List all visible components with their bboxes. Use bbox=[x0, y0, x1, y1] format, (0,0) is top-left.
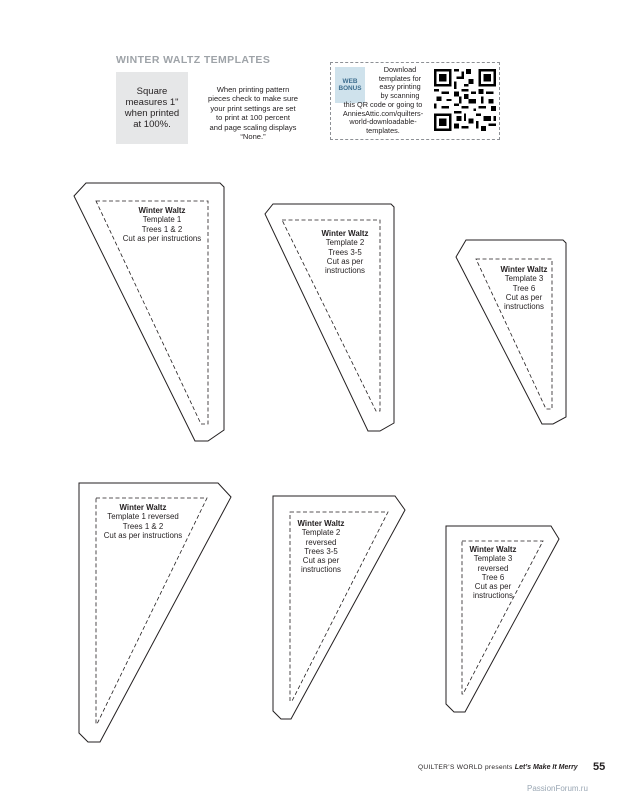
footer-credit bbox=[418, 764, 578, 771]
template-line: instructions bbox=[473, 591, 513, 601]
footer-issue: Let’s Make It Merry bbox=[514, 764, 578, 771]
template-3-reversed-label bbox=[462, 545, 524, 601]
web-bonus-line: AnniesAttic.com/quilters- bbox=[342, 108, 424, 118]
print-note-line: and page scaling displays bbox=[209, 122, 297, 132]
template-line: instructions bbox=[325, 266, 365, 276]
footer-magazine: QUILTER’S WORLD presents bbox=[418, 764, 513, 771]
template-line: Template 1 bbox=[142, 215, 182, 225]
template-line: reversed bbox=[477, 563, 509, 573]
template-line: Cut as per instructions bbox=[122, 233, 202, 243]
template-name: Winter Waltz bbox=[321, 229, 369, 238]
print-note-line: to print at 100 percent bbox=[216, 113, 290, 123]
template-line: Cut as per bbox=[505, 292, 543, 302]
template-line: Template 2 bbox=[301, 528, 341, 538]
template-3-label bbox=[494, 265, 554, 311]
print-note-line: pieces check to make sure bbox=[208, 94, 298, 104]
template-name: Winter Waltz bbox=[138, 206, 186, 215]
template-line: Template 3 bbox=[473, 554, 513, 564]
web-bonus-line: templates. bbox=[366, 125, 400, 135]
page-number: 55 bbox=[593, 761, 606, 773]
template-line: Trees 3-5 bbox=[328, 247, 362, 257]
print-note-line: When printing pattern bbox=[216, 85, 290, 94]
web-bonus-line: by scanning bbox=[380, 91, 420, 101]
template-line: Tree 6 bbox=[481, 572, 505, 582]
template-1-reversed-label bbox=[94, 503, 192, 540]
print-note-line: “None.” bbox=[240, 132, 266, 142]
web-bonus-line: templates for bbox=[378, 73, 422, 83]
template-line: Cut as per bbox=[474, 582, 512, 592]
template-line: Template 1 reversed bbox=[107, 512, 179, 522]
template-line: reversed bbox=[305, 537, 337, 547]
template-name: Winter Waltz bbox=[119, 503, 167, 512]
watermark: PassionForum.ru bbox=[527, 784, 588, 793]
template-line: Cut as per bbox=[326, 256, 364, 266]
template-line: Trees 3-5 bbox=[304, 546, 338, 556]
template-line: Template 2 bbox=[325, 238, 365, 248]
page-title: WINTER WALTZ TEMPLATES bbox=[116, 54, 271, 66]
web-bonus-badge-line: BONUS bbox=[338, 85, 362, 92]
print-note-line: your print settings are set bbox=[210, 103, 296, 113]
web-bonus-line: world-downloadable- bbox=[349, 117, 417, 127]
web-bonus-line: Download bbox=[383, 65, 417, 74]
web-bonus-line: easy printing bbox=[379, 82, 421, 92]
template-name: Winter Waltz bbox=[297, 519, 345, 528]
template-line: instructions bbox=[301, 565, 341, 575]
web-bonus-badge-line: WEB bbox=[342, 77, 358, 85]
template-name: Winter Waltz bbox=[500, 265, 548, 274]
web-bonus-line: this QR code or going to bbox=[343, 99, 423, 109]
template-line: instructions bbox=[504, 302, 544, 312]
template-line: Cut as per instructions bbox=[103, 530, 183, 540]
template-line: Trees 1 & 2 bbox=[122, 521, 164, 531]
template-line: Tree 6 bbox=[512, 283, 536, 293]
template-line: Cut as per bbox=[302, 556, 340, 566]
template-2-label bbox=[312, 229, 378, 275]
template-1-label bbox=[106, 206, 218, 243]
template-line: Template 3 bbox=[504, 274, 544, 284]
template-name: Winter Waltz bbox=[469, 545, 517, 554]
square-note: Square measures 1" when printed at 100%. bbox=[124, 86, 180, 130]
template-2-reversed-label bbox=[288, 519, 354, 575]
template-line: Trees 1 & 2 bbox=[141, 224, 183, 234]
